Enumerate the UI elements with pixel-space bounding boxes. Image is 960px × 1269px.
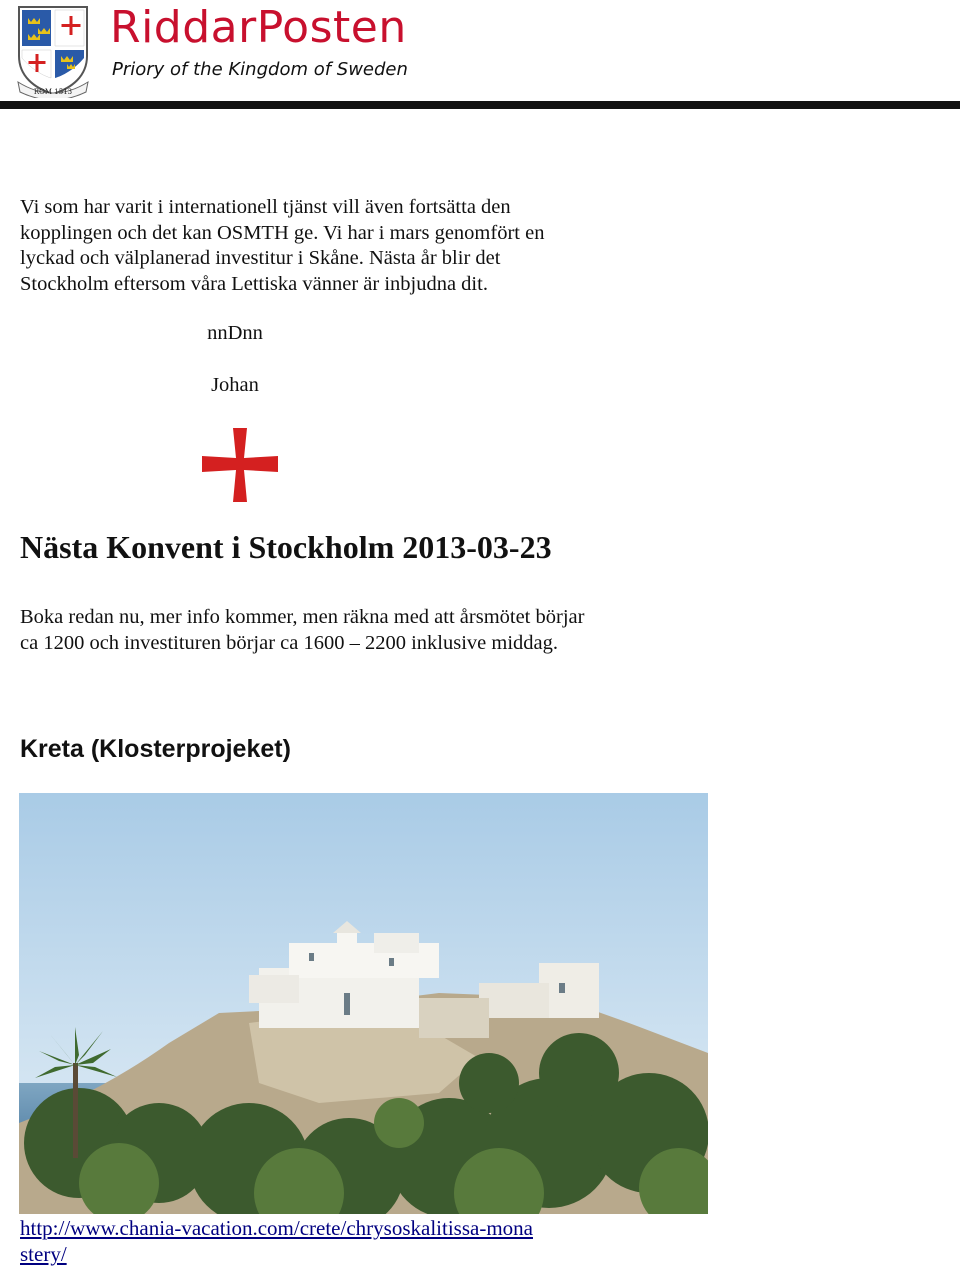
priory-coat-of-arms-logo	[14, 4, 92, 98]
intro-paragraph: Vi som har varit i internationell tjänst vill även fortsätta den kopplingen och det kan OSMTH ge. Vi har i mars genomfört en lyckad och välplanerad investitur i Skåne. Nästa år blir det Stockholm eftersom våra Lettiska vänner är inbjudna dit.	[20, 196, 545, 295]
site-subtitle: Priory of the Kingdom of Sweden	[112, 59, 408, 80]
page-header	[0, 0, 960, 110]
kreta-heading: Kreta (Klosterprojeket)	[20, 735, 291, 763]
konvent-heading: Nästa Konvent i Stockholm 2013-03-23	[20, 529, 552, 565]
signature-name: Johan	[211, 374, 259, 396]
monastery-link[interactable]: http://www.chania-vacation.com/crete/chrysoskalitissa-monastery/	[20, 1216, 533, 1266]
site-title: RiddarPosten	[110, 2, 407, 53]
signature-initials: nnDnn	[207, 322, 263, 344]
monastery-photo	[19, 793, 708, 1214]
konvent-paragraph: Boka redan nu, mer info kommer, men räkna med att årsmötet börjar ca 1200 och investituren börjar ca 1600 – 2200 inklusive middag.	[20, 606, 585, 654]
red-cross-icon	[202, 428, 278, 502]
header-divider	[0, 101, 960, 109]
logo-motto: ROM 1513	[33, 88, 73, 96]
